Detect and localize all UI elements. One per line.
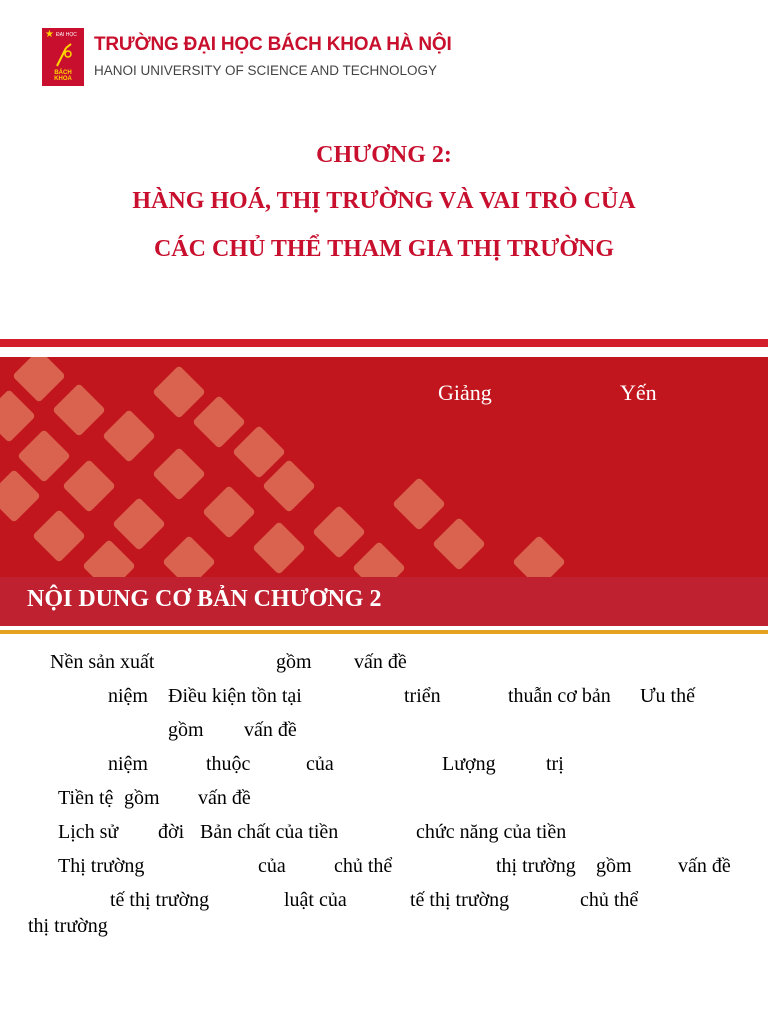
content-text: gồm <box>124 787 160 809</box>
diamond-shape <box>192 395 246 449</box>
university-name-en: HANOI UNIVERSITY OF SCIENCE AND TECHNOLOGY <box>94 63 438 78</box>
university-name-vn: TRƯỜNG ĐẠI HỌC BÁCH KHOA HÀ NỘI <box>94 34 452 55</box>
diamond-shape <box>52 383 106 437</box>
diamond-shape <box>0 469 41 523</box>
star-icon: ★ <box>45 29 54 40</box>
content-text: vấn đề <box>678 855 731 877</box>
content-text: Thị trường <box>58 855 145 877</box>
content-text: Ưu thế <box>640 685 695 707</box>
content-text: chức năng của tiền <box>416 821 567 843</box>
logo-small-text: ĐẠI HỌC <box>56 32 77 38</box>
content-text: Nền sản xuất <box>50 651 155 673</box>
diamond-shape <box>312 505 366 559</box>
content-text: Lịch sử <box>58 821 119 843</box>
chapter-title-line1: HÀNG HOÁ, THỊ TRƯỜNG VÀ VAI TRÒ CỦA <box>132 188 636 214</box>
torch-icon <box>54 42 74 68</box>
content-text: vấn đề <box>354 651 407 673</box>
diamond-shape <box>152 447 206 501</box>
diamond-shape <box>102 409 156 463</box>
content-text: gồm <box>596 855 632 877</box>
content-text: thị trường <box>28 915 108 937</box>
content-text: của <box>258 855 286 877</box>
content-text: Tiền tệ <box>58 787 114 809</box>
diamond-shape <box>82 539 136 577</box>
content-text: tế thị trường <box>410 889 510 911</box>
lecturer-word-1: Giảng <box>438 380 492 405</box>
content-text: Điều kiện tồn tại <box>168 685 302 707</box>
diamond-shape <box>62 459 116 513</box>
diamond-shape <box>202 485 256 539</box>
content-text: Lượng <box>442 753 496 775</box>
diamond-shape <box>152 365 206 419</box>
diamond-shape <box>432 517 486 571</box>
diamond-shape <box>512 535 566 577</box>
diamond-shape <box>112 497 166 551</box>
content-text: của <box>306 753 334 775</box>
content-text: thuẫn cơ bản <box>508 685 611 707</box>
content-text: gồm <box>168 719 204 741</box>
lecturer-word-2: Yến <box>620 380 657 405</box>
section-heading: NỘI DUNG CƠ BẢN CHƯƠNG 2 <box>27 586 382 612</box>
content-text: chủ thể <box>334 855 393 877</box>
content-text: vấn đề <box>198 787 251 809</box>
content-text: triển <box>404 685 441 707</box>
diamond-shape <box>0 389 36 443</box>
chapter-title-line2: CÁC CHỦ THỂ THAM GIA THỊ TRƯỜNG <box>153 236 615 262</box>
diamond-shape <box>392 477 446 531</box>
content-text: gồm <box>276 651 312 673</box>
content-text: luật của <box>284 889 347 911</box>
diamond-shape <box>32 509 86 563</box>
university-logo <box>42 28 84 86</box>
logo-bottom-text: BÁCH KHOA <box>54 70 72 82</box>
content-text: thị trường <box>496 855 576 877</box>
content-text: thuộc <box>206 753 251 775</box>
content-text: tế thị trường <box>110 889 210 911</box>
content-text: niệm <box>108 753 148 775</box>
diamond-shape <box>352 541 406 577</box>
content-text: Bản chất của tiền <box>200 821 339 843</box>
content-text: vấn đề <box>244 719 297 741</box>
content-text: đời <box>158 821 185 843</box>
content-text: trị <box>546 753 564 775</box>
diamond-shape <box>162 535 216 577</box>
diamond-shape <box>17 429 71 483</box>
band-top-line <box>0 339 768 347</box>
content-text: niệm <box>108 685 148 707</box>
section-heading-bar <box>0 577 768 626</box>
content-text: chủ thể <box>580 889 639 911</box>
diamond-shape <box>252 521 306 575</box>
diamond-shape <box>12 357 66 403</box>
gold-divider <box>0 630 768 634</box>
chapter-number: CHƯƠNG 2: <box>316 142 452 168</box>
